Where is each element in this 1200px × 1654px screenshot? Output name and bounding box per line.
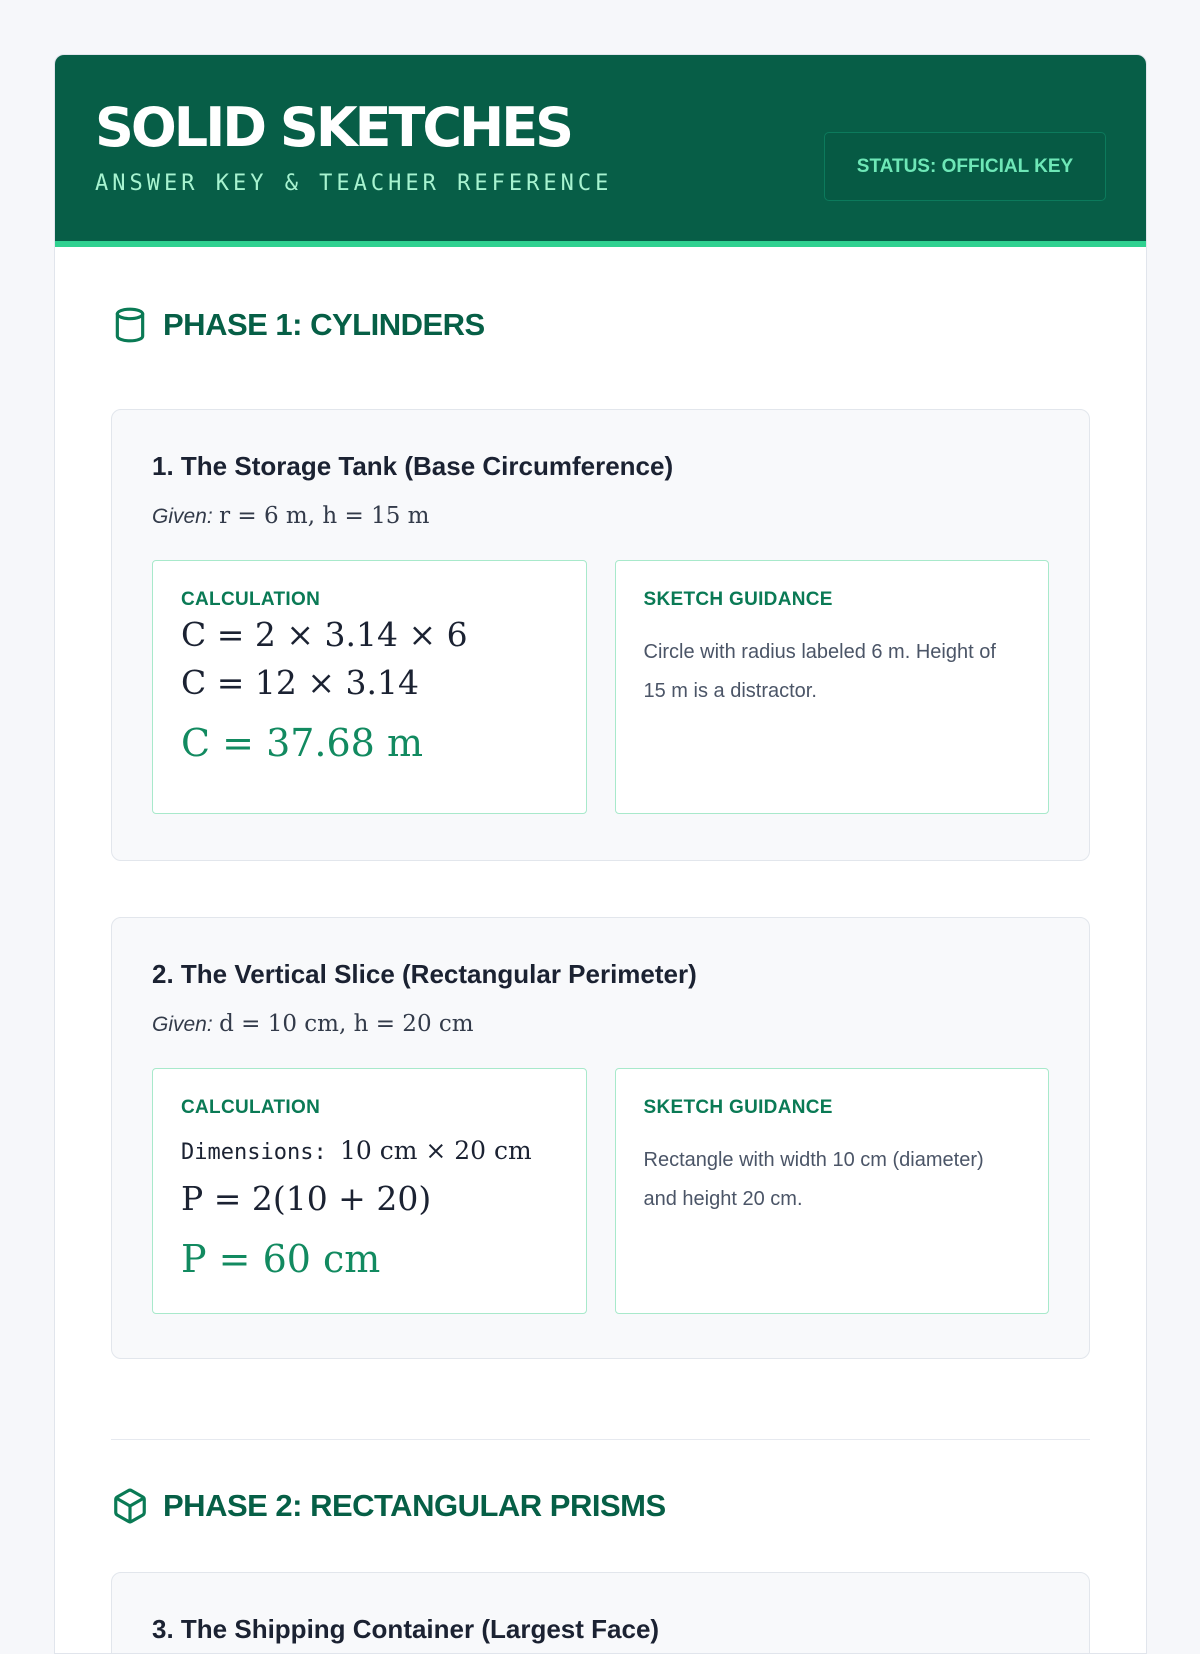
problem-2-panels [152,1068,1049,1314]
problem-2-given [152,1008,1049,1040]
sketch-guidance-panel [615,560,1050,814]
given-label: Given: [152,505,213,528]
problem-card-2 [111,917,1090,1359]
dimensions-value: 10 cm × 20 cm [339,1136,532,1165]
sketch-guidance-panel [615,1068,1050,1314]
problem-1-given [152,500,1049,532]
box-icon [111,1487,149,1525]
guidance-label: SKETCH GUIDANCE [643,589,833,610]
phase-2-title: PHASE 2: RECTANGULAR PRISMS [163,1488,666,1523]
given-label: Given: [152,1013,213,1036]
guidance-text: Rectangle with width 10 cm (diameter) and height 20 cm. [643,1149,984,1210]
dimensions-label: Dimensions: [181,1140,327,1165]
phase-2-heading [111,1484,1090,1528]
content-area [55,303,1146,1654]
problem-card-1 [111,409,1090,861]
calc-result: C = 37.68 m [181,721,423,765]
problem-2-title: 2. The Vertical Slice (Rectangular Perimeter) [152,959,697,989]
page-header [55,55,1146,247]
phase-1-title: PHASE 1: CYLINDERS [163,307,485,342]
calc-step-1: P = 2(10 + 20) [181,1179,432,1218]
answer-key-sheet [54,54,1147,1654]
calc-dimensions [181,1133,558,1171]
guidance-label: SKETCH GUIDANCE [643,1097,833,1118]
status-badge: STATUS: OFFICIAL KEY [824,132,1106,201]
given-values: d = 10 cm, h = 20 cm [219,1011,474,1037]
problem-1-title: 1. The Storage Tank (Base Circumference) [152,451,674,481]
page-title: SOLID SKETCHES [95,96,571,159]
guidance-text: Circle with radius labeled 6 m. Height of 15 m is a distractor. [643,641,996,702]
calc-result: P = 60 cm [181,1237,381,1281]
phase-1-heading [111,303,1090,347]
given-values: r = 6 m, h = 15 m [219,503,430,529]
calc-step-1: C = 2 × 3.14 × 6 [181,615,468,654]
problem-3-title: 3. The Shipping Container (Largest Face) [152,1614,660,1644]
calculation-panel [152,560,587,814]
section-divider [111,1439,1090,1440]
calculation-label: CALCULATION [181,1097,321,1118]
problem-1-panels [152,560,1049,814]
cylinder-icon [111,306,149,344]
calc-step-2: C = 12 × 3.14 [181,663,419,702]
calculation-panel [152,1068,587,1314]
calculation-label: CALCULATION [181,589,321,610]
problem-card-3 [111,1572,1090,1654]
page-subtitle: ANSWER KEY & TEACHER REFERENCE [95,171,613,196]
